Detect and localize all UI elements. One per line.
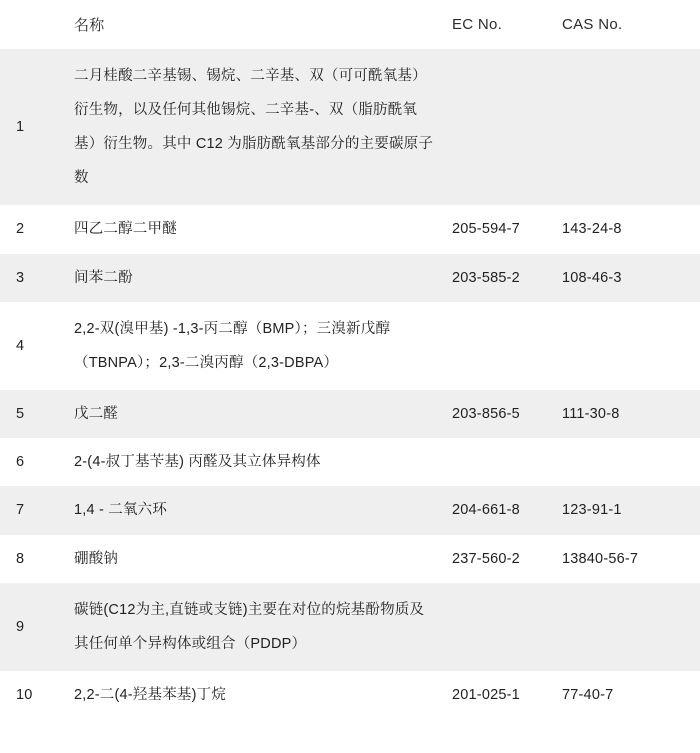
table-row (0, 671, 700, 719)
cell-cas: 77-40-7 (558, 671, 700, 719)
cell-cas: 13840-56-7 (558, 535, 700, 583)
cell-cas: 108-46-3 (558, 254, 700, 302)
table-header (0, 0, 700, 49)
cell-name: 1,4 - 二氧六环 (48, 486, 448, 534)
table-row (0, 302, 700, 390)
cell-number: 7 (0, 486, 48, 534)
cell-ec (448, 438, 558, 486)
column-header-number (0, 0, 48, 49)
cell-ec: 203-585-2 (448, 254, 558, 302)
table-row (0, 205, 700, 253)
table-row (0, 486, 700, 534)
cell-ec: 203-856-5 (448, 390, 558, 438)
cell-name: 二月桂酸二辛基锡、锡烷、二辛基、双（可可酰氧基）衍生物，以及任何其他锡烷、二辛基-、双（脂肪酰氧基）衍生物。其中 C12 为脂肪酰氧基部分的主要碳原子数 (48, 49, 448, 205)
cell-number: 2 (0, 205, 48, 253)
cell-number: 4 (0, 302, 48, 390)
cell-cas (558, 438, 700, 486)
column-header-name: 名称 (48, 0, 448, 49)
cell-number: 5 (0, 390, 48, 438)
cell-number: 8 (0, 535, 48, 583)
cell-ec: 201-025-1 (448, 671, 558, 719)
cell-number: 10 (0, 671, 48, 719)
cell-ec: 205-594-7 (448, 205, 558, 253)
cell-name: 2,2-双(溴甲基) -1,3-丙二醇（BMP）；三溴新戊醇（TBNPA）；2,3-二溴丙醇（2,3-DBPA） (48, 302, 448, 390)
table-row (0, 438, 700, 486)
cell-cas (558, 302, 700, 390)
cell-ec: 237-560-2 (448, 535, 558, 583)
table-row (0, 49, 700, 205)
column-header-cas: CAS No. (558, 0, 700, 49)
table-row (0, 254, 700, 302)
cell-number: 6 (0, 438, 48, 486)
table-body (0, 49, 700, 719)
cell-cas: 123-91-1 (558, 486, 700, 534)
cell-number: 1 (0, 49, 48, 205)
cell-cas: 111-30-8 (558, 390, 700, 438)
cell-name: 2-(4-叔丁基苄基) 丙醛及其立体异构体 (48, 438, 448, 486)
cell-ec: 204-661-8 (448, 486, 558, 534)
cell-name: 碳链(C12为主,直链或支链)主要在对位的烷基酚物质及其任何单个异构体或组合（PDDP） (48, 583, 448, 671)
cell-cas (558, 49, 700, 205)
cell-name: 2,2-二(4-羟基苯基)丁烷 (48, 671, 448, 719)
cell-name: 戊二醛 (48, 390, 448, 438)
cell-name: 间苯二酚 (48, 254, 448, 302)
table-row (0, 583, 700, 671)
table-row (0, 390, 700, 438)
cell-name: 四乙二醇二甲醚 (48, 205, 448, 253)
cell-ec (448, 302, 558, 390)
table-header-row (0, 0, 700, 49)
column-header-ec: EC No. (448, 0, 558, 49)
cell-cas: 143-24-8 (558, 205, 700, 253)
cell-name: 硼酸钠 (48, 535, 448, 583)
cell-ec (448, 49, 558, 205)
cell-number: 9 (0, 583, 48, 671)
cell-number: 3 (0, 254, 48, 302)
cell-cas (558, 583, 700, 671)
table-row (0, 535, 700, 583)
cell-ec (448, 583, 558, 671)
